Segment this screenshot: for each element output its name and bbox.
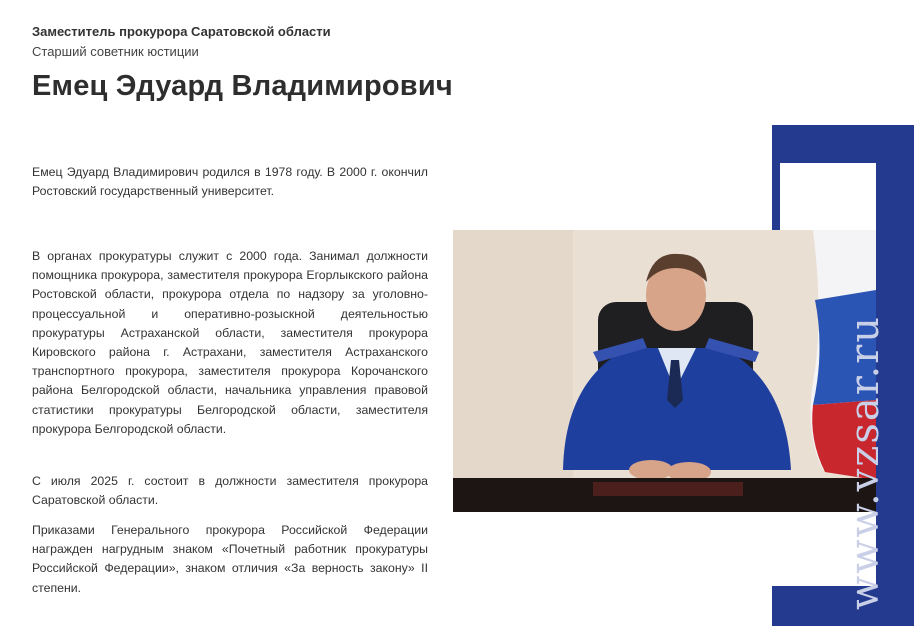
site-watermark: www.vzsar.ru bbox=[842, 314, 888, 610]
position-title: Заместитель прокурора Саратовской области bbox=[32, 24, 331, 39]
bio-paragraph-current: С июля 2025 г. состоит в должности заместителя прокурора Саратовской области. bbox=[32, 474, 428, 508]
frame-left-bar bbox=[772, 125, 780, 230]
bio-paragraph-birth: Емец Эдуард Владимирович родился в 1978 году. В 2000 г. окончил Ростовский государственный университет. bbox=[32, 165, 428, 199]
page-title: Емец Эдуард Владимирович bbox=[32, 70, 453, 102]
portrait-photo bbox=[453, 230, 876, 512]
rank-subtitle: Старший советник юстиции bbox=[32, 44, 199, 59]
bio-paragraph-career: В органах прокуратуры служит с 2000 года. Занимал должности помощника прокурора, заместителя прокурора Егорлыкского района Ростовской области, прокурора отдела по надзору за уголовно-процессуальной и оперативно-розыскной деятельностью прокуратуры Астраханской области, заместителя прокурора Кировского района г. Астрахани, заместителя Астраханского транспортного прокурора, заместителя прокурора Корочанского района Белгородской области, начальника управления правовой статистики прокуратуры Белгородской области, заместителя прокурора Белгородской области. bbox=[32, 249, 428, 436]
bio-paragraph-awards: Приказами Генерального прокурора Российской Федерации награжден нагрудным знаком «Почетный работник прокуратуры Российской Федерации», знаком отличия «За верность закону» II степени. bbox=[32, 523, 428, 595]
